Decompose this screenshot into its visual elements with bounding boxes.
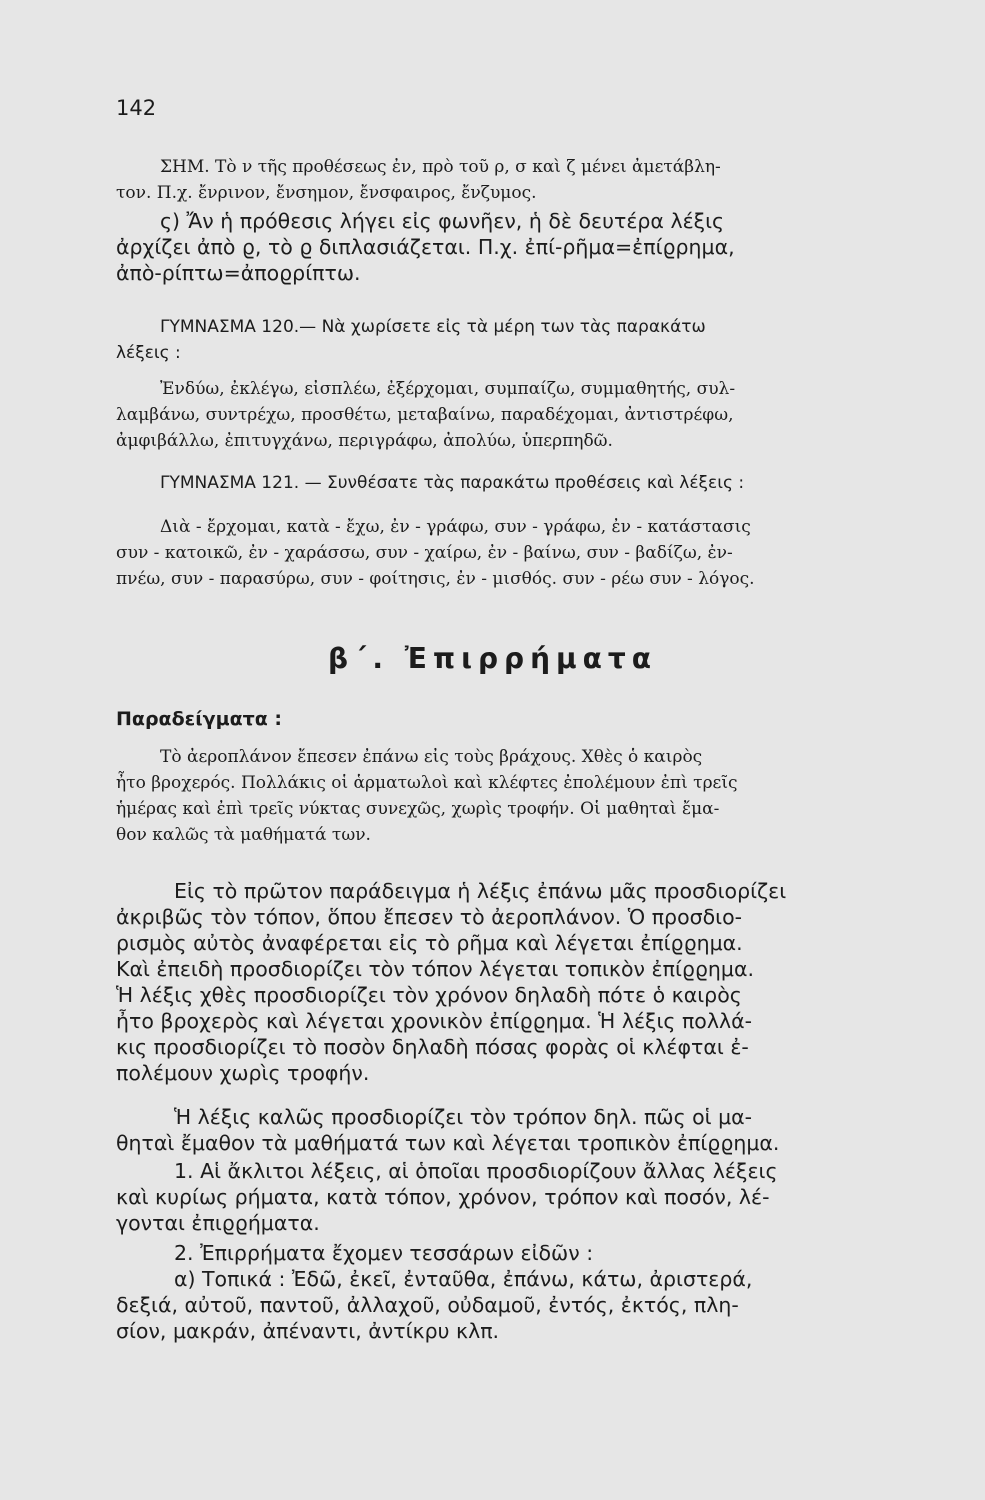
text-line: ΣΗΜ. Τὸ ν τῆς προθέσεως ἐν, πρὸ τοῦ ρ, σ καὶ ζ μένει ἀμετάβλη-: [160, 157, 721, 177]
text-line: 1. Αἱ ἄκλιτοι λέξεις, αἱ ὁποῖαι προσδιορίζουν ἄλλας λέξεις: [174, 1159, 778, 1183]
exercise-120-heading: [116, 314, 920, 366]
explanation-paragraph: [116, 878, 920, 1086]
point-1-paragraph: [116, 1158, 920, 1236]
text-line: θον καλῶς τὰ μαθήματά των.: [116, 825, 371, 845]
text-line: α) Τοπικά : Ἐδῶ, ἐκεῖ, ἐνταῦθα, ἐπάνω, κάτω, ἀριστερά,: [174, 1267, 753, 1291]
text-line: δεξιά, αὐτοῦ, παντοῦ, ἀλλαχοῦ, οὐδαμοῦ, ἐντός, ἐκτός, πλη-: [116, 1293, 739, 1317]
text-line: κις προσδιορίζει τὸ ποσὸν δηλαδὴ πόσας φορὰς οἱ κλέφται ἐ-: [116, 1035, 749, 1059]
text-line: ΓΥΜΝΑΣΜΑ 120.— Νὰ χωρίσετε εἰς τὰ μέρη των τὰς παρακάτω: [160, 317, 706, 337]
text-line: σίον, μακράν, ἀπέναντι, ἀντίκρυ κλπ.: [116, 1319, 500, 1343]
text-line: Τὸ ἀεροπλάνον ἔπεσεν ἐπάνω εἰς τοὺς βράχους. Χθὲς ὁ καιρὸς: [160, 747, 703, 767]
text-line: ΓΥΜΝΑΣΜΑ 121. — Συνθέσατε τὰς παρακάτω προθέσεις καὶ λέξεις :: [160, 473, 745, 493]
text-line: θηταὶ ἔμαθον τὰ μαθήματά των καὶ λέγεται τροπικὸν ἐπίϱϱημα.: [116, 1131, 780, 1155]
text-line: Καὶ ἐπειδὴ προσδιορίζει τὸν τόπον λέγεται τοπικὸν ἐπίϱϱημα.: [116, 957, 754, 981]
text-line: ἀπὸ-ρίπτω=ἀποϱρίπτω.: [116, 261, 361, 285]
point-2-paragraph: [116, 1240, 920, 1266]
text-line: γονται ἐπιϱϱήματα.: [116, 1211, 320, 1235]
text-line: Ἐνδύω, ἐκλέγω, εἰσπλέω, ἐξέρχομαι, συμπαίζω, συμμαθητής, συλ-: [160, 379, 736, 399]
text-line: λέξεις :: [116, 343, 181, 363]
rule-paragraph: [116, 208, 920, 286]
text-line: ἀρχίζει ἀπὸ ϱ, τὸ ϱ διπλασιάζεται. Π.χ. ἐπί-ρῆμα=ἐπίϱρημα,: [116, 235, 735, 259]
text-line: πνέω, συν - παρασύρω, συν - φοίτησις, ἐν - μισθός. συν - ρέω συν - λόγος.: [116, 569, 755, 589]
text-line: ἦτο βροχερὸς καὶ λέγεται χρονικὸν ἐπίϱϱημα. Ἡ λέξις πολλά-: [116, 1009, 753, 1033]
text-line: πολέμουν χωρὶς τροφήν.: [116, 1061, 370, 1085]
kalos-paragraph: [116, 1104, 920, 1156]
examples-paragraph: [116, 744, 920, 848]
text-line: ς) Ἄν ἡ πρόθεσις λήγει εἰς φωνῆεν, ἡ δὲ δευτέρα λέξις: [160, 209, 725, 233]
text-line: τον. Π.χ. ἔνρινον, ἔνσημον, ἔνσφαιρος, ἔνζυμος.: [116, 183, 537, 203]
section-title: β΄. Ἐπιρρήματα: [328, 642, 657, 675]
text-line: ἦτο βροχερός. Πολλάκις οἱ ἁρματωλοὶ καὶ κλέφτες ἐπολέμουν ἐπὶ τρεῖς: [116, 773, 738, 793]
exercise-120-words: [116, 376, 920, 454]
page-number: 142: [116, 96, 157, 120]
note-paragraph: [116, 154, 920, 206]
point-a-paragraph: [116, 1266, 920, 1344]
examples-label: Παραδείγματα :: [116, 708, 283, 730]
exercise-121-heading: [116, 470, 920, 496]
text-line: ρισμὸς αὐτὸς ἀναφέρεται εἰς τὸ ρῆμα καὶ λέγεται ἐπίϱϱημα.: [116, 931, 743, 955]
text-line: 2. Ἐπιρρήματα ἔχομεν τεσσάρων εἰδῶν :: [174, 1241, 594, 1265]
text-line: Διὰ - ἔρχομαι, κατὰ - ἔχω, ἐν - γράφω, συν - γράφω, ἐν - κατάστασις: [160, 517, 751, 537]
text-line: ἀκριβῶς τὸν τόπον, ὅπου ἔπεσεν τὸ ἀεροπλάνον. Ὁ προσδιο-: [116, 905, 743, 929]
text-line: ἀμφιβάλλω, ἐπιτυγχάνω, περιγράφω, ἀπολύω, ὑπερπηδῶ.: [116, 431, 613, 451]
text-line: Ἡ λέξις χθὲς προσδιορίζει τὸν χρόνον δηλαδὴ πότε ὁ καιρὸς: [116, 983, 742, 1007]
exercise-121-words: [116, 514, 920, 592]
text-line: συν - κατοικῶ, ἐν - χαράσσω, συν - χαίρω, ἐν - βαίνω, συν - βαδίζω, ἐν-: [116, 543, 733, 563]
text-line: ἡμέρας καὶ ἐπὶ τρεῖς νύκτας συνεχῶς, χωρὶς τροφήν. Οἱ μαθηταὶ ἔμα-: [116, 799, 720, 819]
text-line: καὶ κυρίως ρήματα, κατὰ τόπον, χρόνον, τρόπον καὶ ποσόν, λέ-: [116, 1185, 770, 1209]
text-line: Ἡ λέξις καλῶς προσδιορίζει τὸν τρόπον δηλ. πῶς οἱ μα-: [174, 1105, 753, 1129]
text-line: λαμβάνω, συντρέχω, προσθέτω, μεταβαίνω, παραδέχομαι, ἀντιστρέφω,: [116, 405, 734, 425]
text-line: Εἰς τὸ πρῶτον παράδειγμα ἡ λέξις ἐπάνω μᾶς προσδιορίζει: [174, 879, 787, 903]
